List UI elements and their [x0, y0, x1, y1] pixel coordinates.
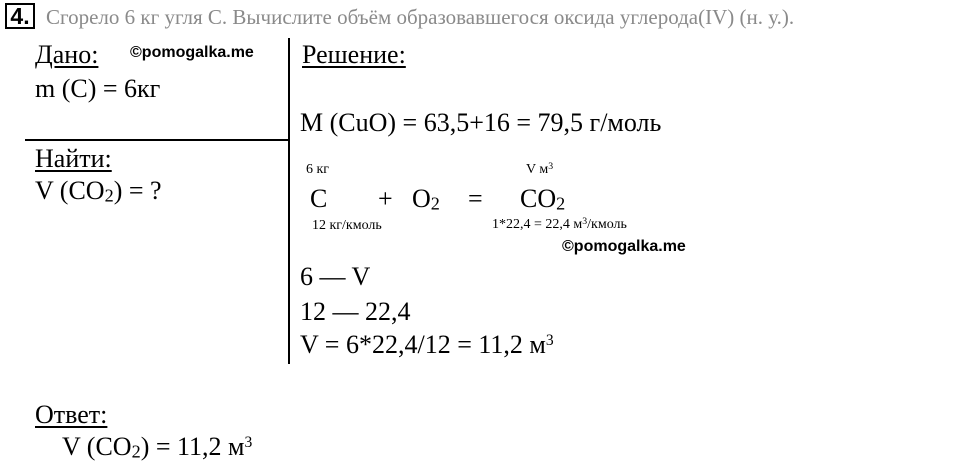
equation-below-right: 1*22,4 = 22,4 $м^3$/кмоль — [492, 216, 627, 232]
given-heading: Дано: — [35, 40, 99, 69]
equation-above-right: V $м^3$ — [526, 161, 554, 177]
given-line: m (C) = 6кг — [35, 74, 161, 103]
task-text: Сгорело 6 кг угля С. Вычислите объём образовавшегося оксида углерода(IV) (н. у.). — [46, 5, 795, 29]
solution-heading: Решение: — [302, 40, 406, 69]
equation-below-left: 12 кг/кмоль — [312, 218, 382, 233]
proportion-line-2: 12 — 22,4 — [300, 297, 411, 326]
equation-product-co2: $CO_2$ — [520, 184, 566, 214]
molar-mass-line: M (CuO) = 63,5+16 = 79,5 г/моль — [300, 108, 662, 137]
given-find-divider — [25, 139, 290, 141]
column-divider — [288, 38, 290, 364]
task-number: 4. — [5, 3, 35, 29]
proportion-line-1: 6 — V — [300, 262, 371, 291]
watermark-middle: ©pomogalka.me — [562, 238, 686, 255]
equation-reactant-o2: $O_2$ — [412, 184, 440, 214]
equation-plus: + — [378, 184, 393, 213]
equation-equals: = — [468, 184, 483, 213]
equation-reactant-c: C — [310, 184, 328, 213]
answer-line: V $(CO_2) = 11,2$ $м^3$ — [62, 432, 253, 462]
find-line: V $(CO_2)$ = ? — [35, 176, 162, 206]
equation-above-left: 6 кг — [306, 162, 330, 177]
watermark-top: ©pomogalka.me — [130, 44, 254, 61]
answer-heading: Ответ: — [35, 400, 108, 429]
find-heading: Найти: — [35, 144, 112, 173]
result-line: V = 6*22,4/12 = 11,2 $м^3$ — [300, 330, 554, 359]
